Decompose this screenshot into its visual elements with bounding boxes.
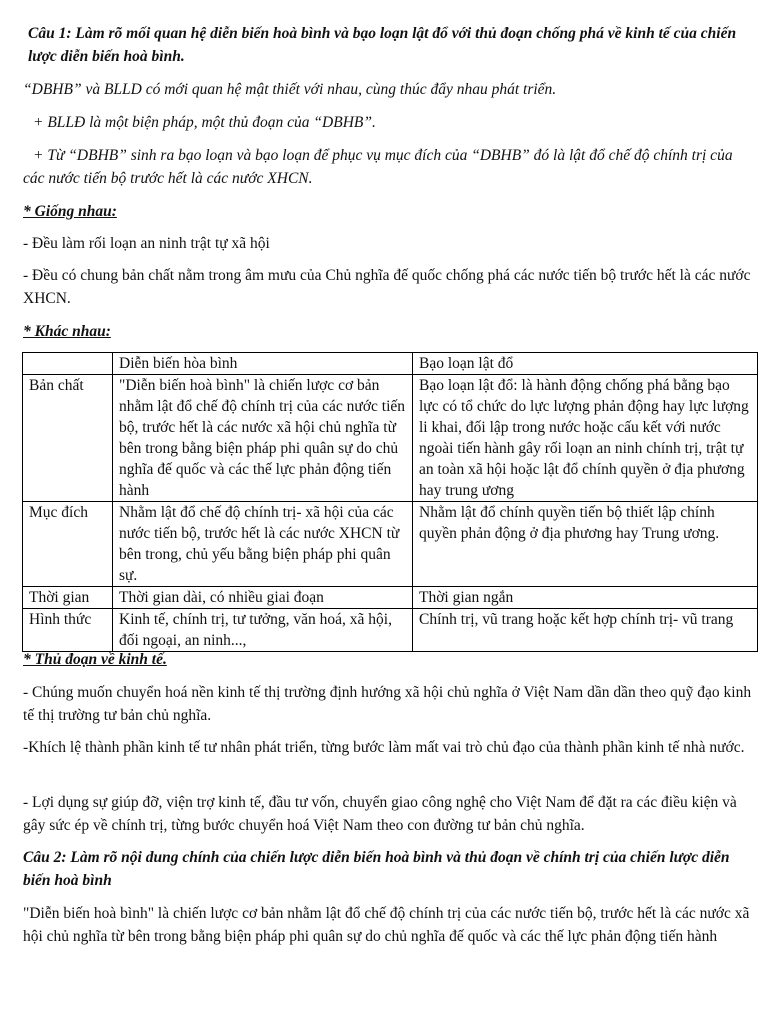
similar-item-1: - Đều làm rối loạn an ninh trật tự xã hội bbox=[23, 235, 270, 252]
table-header-cell: Bạo loạn lật đổ bbox=[413, 353, 758, 375]
economic-tactic-1: - Chúng muốn chuyển hoá nền kinh tế thị trường định hướng xã hội chủ nghĩa ở Việt Nam dần dần theo quỹ đạo kinh tế thị trường tư bản chủ nghĩa. bbox=[23, 684, 752, 724]
table-cell: Nhằm lật đổ chế độ chính trị- xã hội của các nước tiến bộ, trước hết là các nước XHCN từ bên trong, chủ yếu bằng biện pháp phi quân sự. bbox=[113, 502, 413, 587]
table-row bbox=[23, 375, 758, 502]
economic-tactics-heading: * Thủ đoạn về kinh tế. bbox=[23, 651, 167, 668]
row-label: Bản chất bbox=[23, 375, 113, 502]
table-row bbox=[23, 609, 758, 652]
table-cell: Chính trị, vũ trang hoặc kết hợp chính trị- vũ trang bbox=[413, 609, 758, 652]
similar-item-2: - Đều có chung bản chất nằm trong âm mưu của Chủ nghĩa đế quốc chống phá các nước tiến bộ trước hết là các nước XHCN. bbox=[23, 267, 751, 307]
intro-paragraph: “DBHB” và BLLD có mới quan hệ mật thiết với nhau, cùng thúc đẩy nhau phát triển. bbox=[23, 81, 557, 98]
question-1-title: Câu 1: Làm rõ mối quan hệ diễn biến hoà bình và bạo loạn lật đổ với thủ đoạn chống phá về kinh tế của chiến lược diễn biến hoà bình. bbox=[28, 25, 737, 65]
similar-heading: * Giống nhau: bbox=[23, 203, 117, 220]
table-header-cell: Diễn biến hòa bình bbox=[113, 353, 413, 375]
table-cell: Nhằm lật đổ chính quyền tiến bộ thiết lập chính quyền phản động ở địa phương hay Trung ương. bbox=[413, 502, 758, 587]
table-cell: Thời gian ngắn bbox=[413, 587, 758, 609]
economic-tactic-3: - Lợi dụng sự giúp đỡ, viện trợ kinh tế, đầu tư vốn, chuyển giao công nghệ cho Việt Nam để đặt ra các điều kiện và gây sức ép về chính trị, từng bước chuyển hoá Việt Nam theo con đường tư bản chủ nghĩa. bbox=[23, 794, 737, 834]
table-row bbox=[23, 587, 758, 609]
table-cell: Kinh tế, chính trị, tư tưởng, văn hoá, xã hội, đối ngoại, an ninh..., bbox=[113, 609, 413, 652]
table-cell: Bạo loạn lật đổ: là hành động chống phá bằng bạo lực có tổ chức do lực lượng phản động hay lực lượng li khai, đối lập trong nước hoặc cấu kết với nước ngoài tiến hành gây rối loạn an ninh chính trị, trật tự an toàn xã hội hoặc lật đổ chính quyền ở địa phương hay trung ương bbox=[413, 375, 758, 502]
question-2-title: Câu 2: Làm rõ nội dung chính của chiến lược diễn biến hoà bình và thủ đoạn về chính trị của chiến lược diễn biến hoà bình bbox=[23, 849, 730, 889]
differences-heading: * Khác nhau: bbox=[23, 323, 111, 340]
row-label: Thời gian bbox=[23, 587, 113, 609]
row-label: Mục đích bbox=[23, 502, 113, 587]
point-1: + BLLĐ là một biện pháp, một thủ đoạn của “DBHB”. bbox=[33, 114, 376, 131]
point-2: + Từ “DBHB” sinh ra bạo loạn và bạo loạn để phục vụ mục đích của “DBHB” đó là lật đổ chế độ chính trị của các nước tiến bộ trước hết là các nước XHCN. bbox=[23, 147, 733, 187]
table-header-row bbox=[23, 353, 758, 375]
row-label: Hình thức bbox=[23, 609, 113, 652]
table-row bbox=[23, 502, 758, 587]
comparison-table bbox=[22, 352, 758, 652]
question-2-body: "Diễn biến hoà bình" là chiến lược cơ bản nhằm lật đổ chế độ chính trị của các nước tiến bộ, trước hết là các nước xã hội chủ nghĩa từ bên trong bằng biện pháp phi quân sự do chủ nghĩa đế quốc và các thế lực phản động tiến hành bbox=[23, 905, 750, 945]
table-header-cell bbox=[23, 353, 113, 375]
economic-tactic-2: -Khích lệ thành phần kinh tế tư nhân phát triển, từng bước làm mất vai trò chủ đạo của thành phần kinh tế nhà nước. bbox=[23, 739, 745, 756]
table-cell: Thời gian dài, có nhiều giai đoạn bbox=[113, 587, 413, 609]
table-cell: "Diễn biến hoà bình" là chiến lược cơ bản nhằm lật đổ chế độ chính trị của các nước tiến bộ, trước hết là các nước xã hội chủ nghĩa từ bên trong bằng biện pháp phi quân sự do chủ nghĩa đế quốc và các thế lực phản động tiến hành bbox=[113, 375, 413, 502]
